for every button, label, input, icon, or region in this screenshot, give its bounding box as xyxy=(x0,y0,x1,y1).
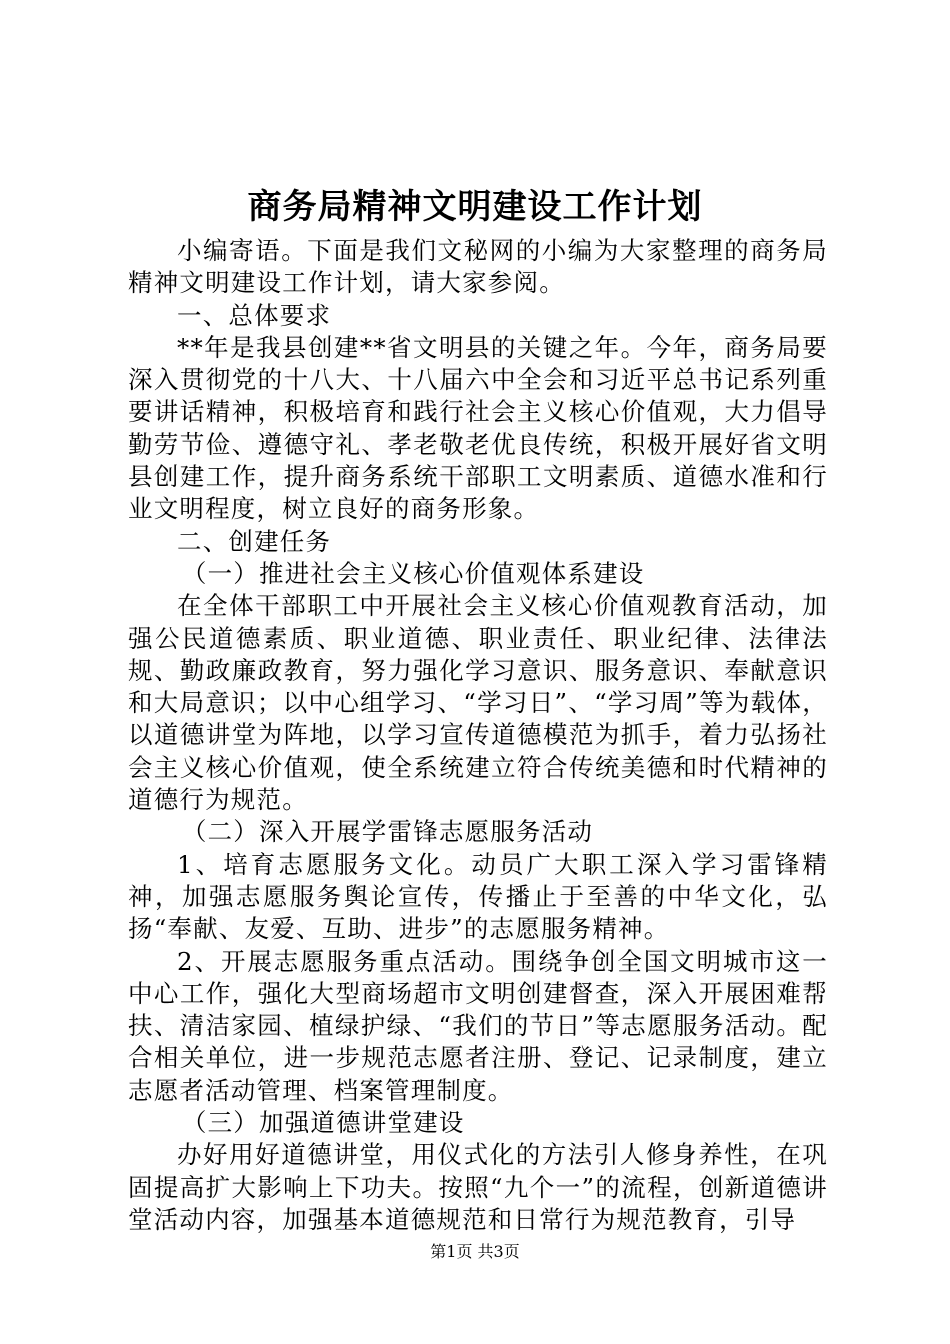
subsection-heading-3: （三）加强道德讲堂建设 xyxy=(181,1108,465,1138)
document-body xyxy=(128,235,828,1236)
paragraph-core-values: 在全体干部职工中开展社会主义核心价值观教育活动，加强公民道德素质、职业道德、职业责任、职业纪律、法律法规、勤政廉政教育，努力强化学习意识、服务意识、奉献意识和大局意识；以中心组学习、“学习日”、“学习周”等为载体，以道德讲堂为阵地，以学习宣传道德模范为抓手，着力弘扬社会主义核心价值观，使全系统建立符合传统美德和时代精神的道德行为规范。 xyxy=(128,591,828,815)
paragraph-moral-lecture: 办好用好道德讲堂，用仪式化的方法引人修身养性，在巩固提高扩大影响上下功夫。按照“九个一”的流程，创新道德讲堂活动内容，加强基本道德规范和日常行为规范教育，引导 xyxy=(128,1140,828,1234)
subsection-heading-1: （一）推进社会主义核心价值观体系建设 xyxy=(181,558,645,588)
page-footer: 第1页 共3页 xyxy=(430,1242,520,1261)
document-title: 商务局精神文明建设工作计划 xyxy=(247,187,703,227)
paragraph-volunteer-culture: 1、培育志愿服务文化。动员广大职工深入学习雷锋精神，加强志愿服务舆论宣传，传播止于至善的中华文化，弘扬“奉献、友爱、互助、进步”的志愿服务精神。 xyxy=(128,849,828,944)
section-heading-2: 二、创建任务 xyxy=(177,526,332,556)
section-heading-1: 一、总体要求 xyxy=(177,300,332,330)
paragraph-intro: 小编寄语。下面是我们文秘网的小编为大家整理的商务局精神文明建设工作计划，请大家参阅。 xyxy=(128,236,828,298)
paragraph-volunteer-activities: 2、开展志愿服务重点活动。围绕争创全国文明城市这一中心工作，强化大型商场超市文明创建督查，深入开展困难帮扶、清洁家园、植绿护绿、“我们的节日”等志愿服务活动。配合相关单位，进一步规范志愿者注册、登记、记录制度，建立志愿者活动管理、档案管理制度。 xyxy=(128,946,828,1105)
paragraph-overall-requirements: **年是我县创建**省文明县的关键之年。今年，商务局要深入贯彻党的十八大、十八届六中全会和习近平总书记系列重要讲话精神，积极培育和践行社会主义核心价值观，大力倡导勤劳节俭、遵德守礼、孝老敬老优良传统，积极开展好省文明县创建工作，提升商务系统干部职工文明素质、道德水准和行业文明程度，树立良好的商务形象。 xyxy=(128,332,828,524)
subsection-heading-2: （二）深入开展学雷锋志愿服务活动 xyxy=(181,817,594,847)
